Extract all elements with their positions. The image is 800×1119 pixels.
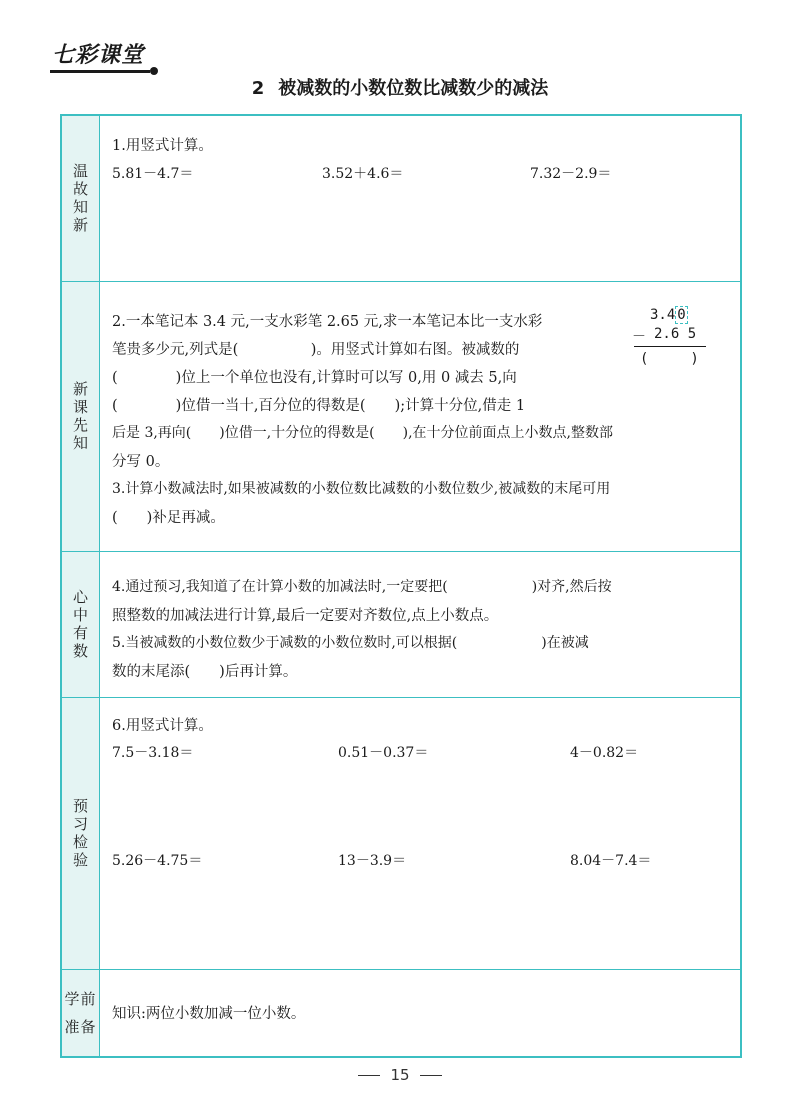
- subtrahend: 2.6 5: [654, 326, 697, 342]
- page-number: 15: [390, 1066, 410, 1084]
- new-line-1: 2.一本笔记本 3.4 元,一支水彩笔 2.65 元,求一本笔记本比一支水彩: [112, 314, 543, 330]
- worksheet-frame: [60, 114, 742, 1058]
- page-title: [0, 74, 800, 100]
- heart-line-2: 照整数的加减法进行计算,最后一定要对齐数位,点上小数点。: [112, 608, 499, 624]
- section-label-new: 新课先知: [62, 282, 100, 551]
- heart-line-1: 4.通过预习,我知道了在计算小数的加减法时,一定要把( )对齐,然后按: [112, 579, 612, 595]
- expr-3: 7.32－2.9＝: [530, 166, 612, 182]
- new-line-4: ( )位借一当十,百分位的得数是( );计算十分位,借走 1: [112, 398, 526, 414]
- question-1: 1.用竖式计算。: [112, 138, 213, 154]
- check-expr-4: 5.26－4.75＝: [112, 853, 203, 869]
- section-label-check: 预习检验: [62, 698, 100, 969]
- calc-result-blank: ( ): [640, 351, 699, 367]
- section-prep: [62, 970, 740, 1056]
- new-line-2: 笔贵多少元,列式是( )。用竖式计算如右图。被减数的: [112, 342, 520, 358]
- section-new: [62, 282, 740, 552]
- expr-2: 3.52＋4.6＝: [322, 166, 404, 182]
- new-line-5: 后是 3,再向( )位借一,十分位的得数是( ),在十分位前面点上小数点,整数部: [112, 425, 614, 441]
- minuend: 3.4: [650, 307, 676, 323]
- footer-dash-left: [358, 1075, 380, 1076]
- lesson-title: 被减数的小数位数比减数少的减法: [278, 78, 549, 99]
- new-line-8: ( )补足再减。: [112, 510, 225, 526]
- section-check: [62, 698, 740, 970]
- prep-text: 知识:两位小数加减一位小数。: [112, 1006, 306, 1022]
- question-6: 6.用竖式计算。: [112, 718, 213, 734]
- new-line-3: ( )位上一个单位也没有,计算时可以写 0,用 0 减去 5,向: [112, 370, 517, 386]
- brand-logo: 七彩课堂: [52, 42, 145, 68]
- heart-line-4: 数的末尾添( )后再计算。: [112, 664, 298, 680]
- brand-underline: [50, 70, 150, 73]
- check-expr-5: 13－3.9＝: [338, 853, 407, 869]
- page-footer: [0, 1066, 800, 1084]
- vertical-calculation: [632, 306, 712, 376]
- section-review: [62, 116, 740, 282]
- new-line-7: 3.计算小数减法时,如果被减数的小数位数比减数的小数位数少,被减数的末尾可用: [112, 481, 611, 497]
- section-label-heart: 心中有数: [62, 552, 100, 697]
- heart-line-3: 5.当被减数的小数位数少于减数的小数位数时,可以根据( )在被减: [112, 635, 589, 651]
- added-zero-box: 0: [677, 307, 686, 323]
- footer-dash-right: [420, 1075, 442, 1076]
- lesson-number: 2: [251, 78, 265, 99]
- check-expr-1: 7.5－3.18＝: [112, 745, 194, 761]
- check-expr-6: 8.04－7.4＝: [570, 853, 652, 869]
- check-expr-3: 4－0.82＝: [570, 745, 639, 761]
- new-line-6: 分写 0。: [112, 454, 170, 470]
- minus-sign: －: [632, 329, 646, 345]
- expr-1: 5.81－4.7＝: [112, 166, 194, 182]
- section-label-prep: 学前准备: [62, 970, 100, 1056]
- check-expr-2: 0.51－0.37＝: [338, 745, 429, 761]
- section-heart: [62, 552, 740, 698]
- calc-rule-line: [634, 346, 706, 347]
- section-label-review: 温故知新: [62, 116, 100, 281]
